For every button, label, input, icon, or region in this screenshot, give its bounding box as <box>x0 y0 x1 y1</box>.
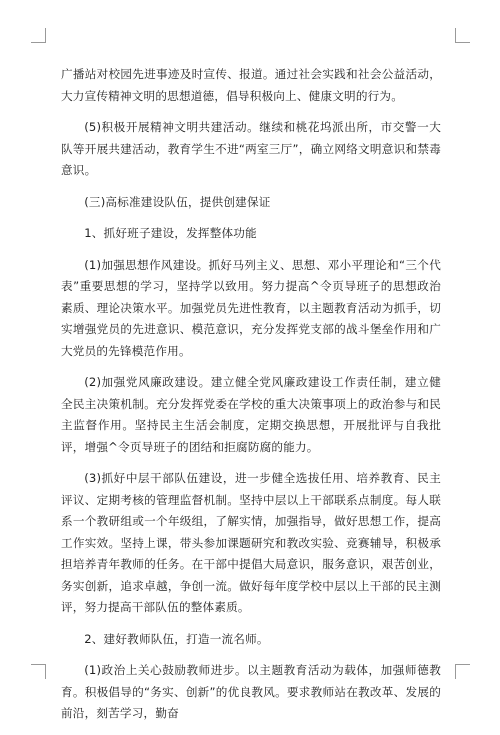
document-body <box>61 64 441 735</box>
paragraph: (2)加强党风廉政建设。建立健全党风廉政建设工作责任制，建立健全民主决策机制。充分发挥党委在学校的重大决策事项上的政治参与和民主监督作用。坚持民主生活会制度，定期交换思想，开展批评与自我批评，增强^令页导班子的团结和拒腐防腐的能力。 <box>61 375 441 454</box>
section-heading: (三)高标准建设队伍，提供创建保证 <box>84 194 271 209</box>
paragraph: (5)积极开展精神文明共建活动。继续和桃花坞派出所，市交警一大队等开展共建活动，教育学生不进“两室三厅”，确立网络文明意识和禁毒意识。 <box>61 120 441 177</box>
paragraph: (3)抓好中层干部队伍建设，进一步健全选拔任用、培养教育、民主评议、定期考核的管理监督机制。坚持中层以上干部联系点制度。每人联系一个教研组或一个年级组，了解实情，加强指导，做好思想工作，提高工作实效。坚持上课，带头参加课题研究和教改实验、竞赛辅导，积极承担培养青年教师的任务。在干部中提倡大局意识，服务意识，艰苦创业，务实创新，追求卓越，争创一流。做好每年度学校中层以上干部的民主测评，努力提高干部队伍的整体素质。 <box>61 471 441 614</box>
crop-mark-top-right <box>455 28 470 43</box>
subsection-heading: 1、抓好班子建设，发挥整体功能 <box>84 226 257 240</box>
paragraph: 广播站对校园先进事迹及时宣传、报道。通过社会实践和社会公益活动，大力宣传精神文明的思想道德，倡导积极向上、健康文明的行为。 <box>61 67 441 103</box>
crop-mark-bottom-right <box>455 664 470 679</box>
crop-mark-bottom-left <box>31 664 46 679</box>
crop-mark-top-left <box>31 28 46 43</box>
paragraph: (1)加强思想作风建设。抓好马列主义、思想、邓小平理论和“三个代表”重要思想的学习，坚持学以致用。努力提高^令页导班子的思想政治素质、理论决策水平。加强党员先进性教育，以主题教育活动为抓手，切实增强党员的先进意识、模范意识，充分发挥党支部的战斗堡垒作用和广大党员的先锋模范作用。 <box>61 257 441 358</box>
paragraph: (1)政治上关心鼓励教师进步。以主题教育活动为载体，加强师德教育。积极倡导的“务实、创新”的优良教风。要求教师站在教改革、发展的前沿，刻苦学习，勤奋 <box>61 663 441 720</box>
subsection-heading: 2、建好教师队伍，打造一流名师。 <box>84 631 269 646</box>
